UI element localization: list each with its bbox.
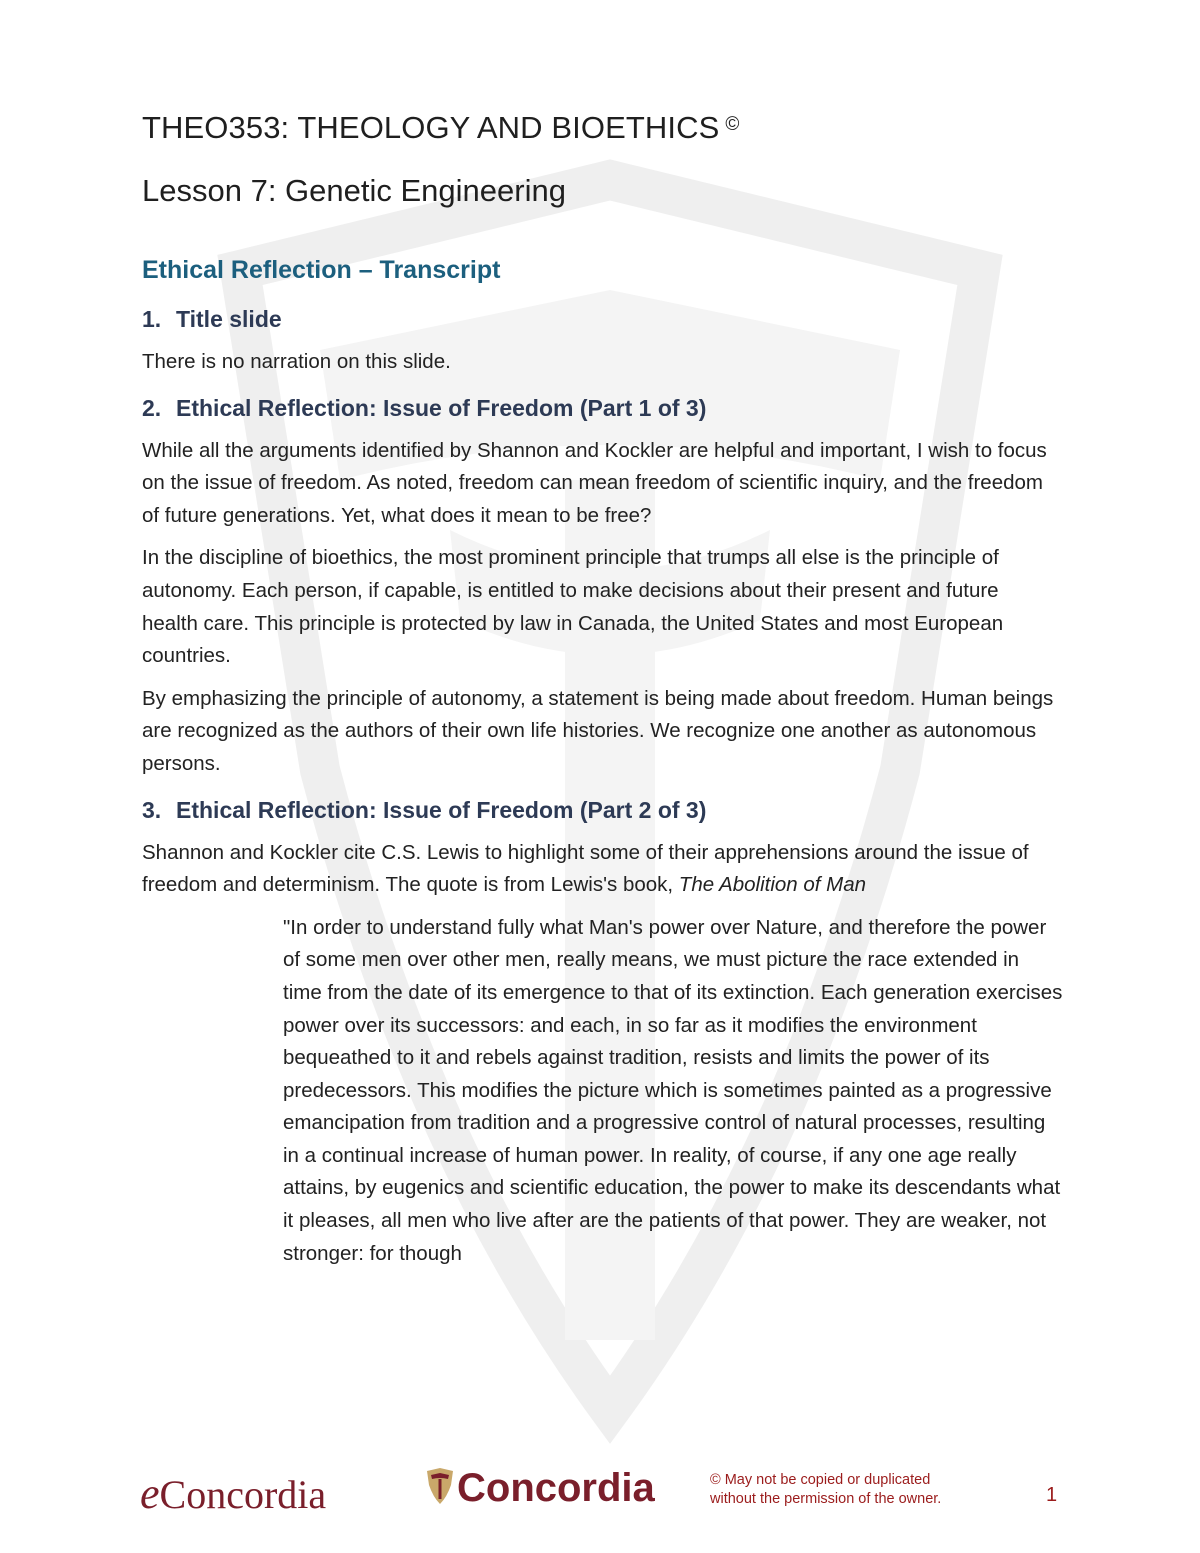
- econcordia-logo: eConcordia: [140, 1469, 327, 1518]
- lesson-title: Lesson 7: Genetic Engineering: [142, 173, 566, 208]
- paragraph: In the discipline of bioethics, the most prominent principle that trumps all else is the principle of autonomy. Each person, if capable, is entitled to make decisions about their present and future health care. This principle is protected by law in Canada, the United States and most European countries.: [142, 546, 1004, 668]
- paragraph: [142, 837, 1057, 902]
- slide-number: 1.: [142, 306, 162, 332]
- slide-number: 3.: [142, 796, 162, 823]
- concordia-logo: Concordia: [425, 1466, 655, 1511]
- slide-number: 2.: [142, 394, 162, 421]
- paragraph: By emphasizing the principle of autonomy, a statement is being made about freedom. Human beings are recognized as the authors of their own life histories. We recognize one another as autonomous persons.: [142, 686, 1054, 775]
- transcript: [142, 302, 1063, 1270]
- copyright-notice: © May not be copied or duplicated without the permission of the owner.: [710, 1472, 942, 1507]
- slide-heading: [142, 302, 1057, 336]
- course-title: THEO353: THEOLOGY AND BIOETHICS ©: [142, 110, 740, 145]
- slide-title: Ethical Reflection: Issue of Freedom (Part 1 of 3): [176, 394, 707, 421]
- copyright-mark: ©: [725, 114, 740, 135]
- page-footer: [0, 1460, 1200, 1540]
- slide-title: Title slide: [176, 306, 282, 332]
- paragraph: There is no narration on this slide.: [142, 350, 451, 373]
- paragraph-text: Shannon and Kockler cite C.S. Lewis to highlight some of their apprehensions around the issue of freedom and determinism. The quote is from Lewis's book,: [142, 840, 1029, 897]
- shield-icon: [425, 1467, 455, 1505]
- section-title: Ethical Reflection – Transcript: [142, 256, 501, 284]
- slide-heading: [142, 391, 1057, 425]
- book-title: The Abolition of Man: [678, 873, 867, 897]
- page-number: 1: [1046, 1484, 1058, 1506]
- block-quote: "In order to understand fully what Man's power over Nature, and therefore the power of some men over other men, really means, we must picture the race extended in time from the date of its emergence to that of its extinction. Each generation exercises power over its successors: and each, in so far as it modifies the environment bequeathed to it and rebels against tradition, resists and limits the power of its predecessors. This modifies the picture which is sometimes painted as a progressive emancipation from tradition and a progressive control of natural processes, resulting in a continual increase of human power. In reality, of course, if any one age really attains, by eugenics and scientific education, the power to make its descendants what it pleases, all men who live after are the patients of that power. They are weaker, not stronger: for though: [283, 915, 1063, 1265]
- paragraph: While all the arguments identified by Shannon and Kockler are helpful and important, I wish to focus on the issue of freedom. As noted, freedom can mean freedom of scientific inquiry, and the freedom of future generations. Yet, what does it mean to be free?: [142, 438, 1047, 527]
- slide-heading: [142, 793, 1057, 827]
- slide-title: Ethical Reflection: Issue of Freedom (Part 2 of 3): [176, 796, 707, 823]
